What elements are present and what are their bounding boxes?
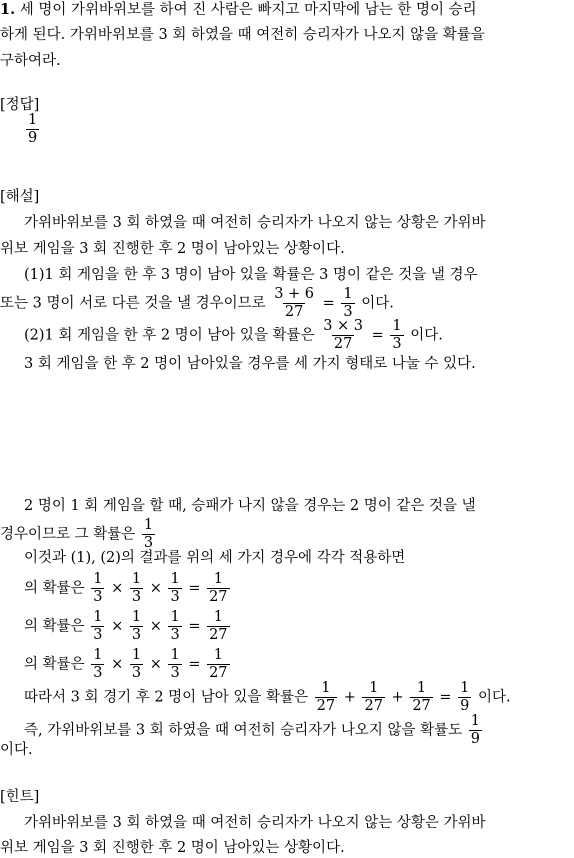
hint-line-1: 가위바위보를 3 회 하였을 때 여전히 승리자가 나오지 않는 상황은 가위바 (24, 815, 486, 831)
problem-text-1: 세 명이 가위바위보를 하여 진 사람은 빠지고 마지막에 남는 한 명이 승리 (19, 2, 477, 18)
case-1: 의 확률은 $\frac{1}{3}$ × $\frac{1}{3}$ × $\frac{1}{3}$ = $\frac{1}{27}$ (24, 571, 228, 605)
explanation-p1b: 위보 게임을 3 회 진행한 후 2 명이 남아있는 상황이다. (0, 241, 345, 257)
hint-label: [힌트] (0, 789, 40, 805)
hint-line-2: 위보 게임을 3 회 진행한 후 2 명이 남아있는 상황이다. (0, 840, 345, 856)
explanation-p2a: (1)1 회 게임을 한 후 3 명이 남아 있을 확률은 3 명이 같은 것을 낼 경우 (24, 267, 478, 283)
explanation-p6: 이것과 (1), (2)의 결과를 위의 세 가지 경우에 각각 적용하면 (24, 550, 406, 566)
problem-line-3: 구하여라. (0, 53, 61, 69)
answer-label: [정답] (0, 97, 40, 113)
case-2: 의 확률은 $\frac{1}{3}$ × $\frac{1}{3}$ × $\frac{1}{3}$ = $\frac{1}{27}$ (24, 609, 228, 643)
answer-fraction: $\frac{1}{9}$ (28, 112, 38, 146)
explanation-p8a: 즉, 가위바위보를 3 회 하였을 때 여전히 승리자가 나오지 않을 확률도 $\frac{1}{9}$ (24, 713, 480, 747)
explanation-p4: 3 회 게임을 한 후 2 명이 남아있을 경우를 세 가지 형태로 나눌 수 있다. (24, 356, 476, 372)
explanation-p5b: 경우이므로 그 확률은 $\frac{1}{3}$ (0, 517, 154, 551)
explanation-p8b: 이다. (0, 742, 33, 758)
problem-number: 1. (0, 1, 16, 18)
explanation-p7: 따라서 3 회 경기 후 2 명이 남아 있을 확률은 $\frac{1}{27}$ + $\frac{1}{27}$ + $\frac{1}{27}$ = $\frac{1}{9}$ 이다. (24, 680, 511, 714)
explanation-p5a: 2 명이 1 회 게임을 할 때, 승패가 나지 않을 경우는 2 명이 같은 것을 낼 (24, 498, 476, 514)
explanation-p2b: 또는 3 명이 서로 다른 것을 낼 경우이므로 $\frac{3 + 6}{27}$ = $\frac{1}{3}$ 이다. (0, 286, 394, 320)
problem-line-2: 하게 된다. 가위바위보를 3 회 하였을 때 여전히 승리자가 나오지 않을 확률을 (0, 27, 485, 43)
explanation-p3: (2)1 회 게임을 한 후 2 명이 남아 있을 확률은 $\frac{3 \times 3}{27}$ = $\frac{1}{3}$ 이다. (24, 318, 443, 352)
explanation-p1a: 가위바위보를 3 회 하였을 때 여전히 승리자가 나오지 않는 상황은 가위바 (24, 215, 486, 231)
problem-line-1 (0, 0, 477, 20)
case-3: 의 확률은 $\frac{1}{3}$ × $\frac{1}{3}$ × $\frac{1}{3}$ = $\frac{1}{27}$ (24, 647, 228, 681)
explanation-label: [해설] (0, 189, 40, 205)
